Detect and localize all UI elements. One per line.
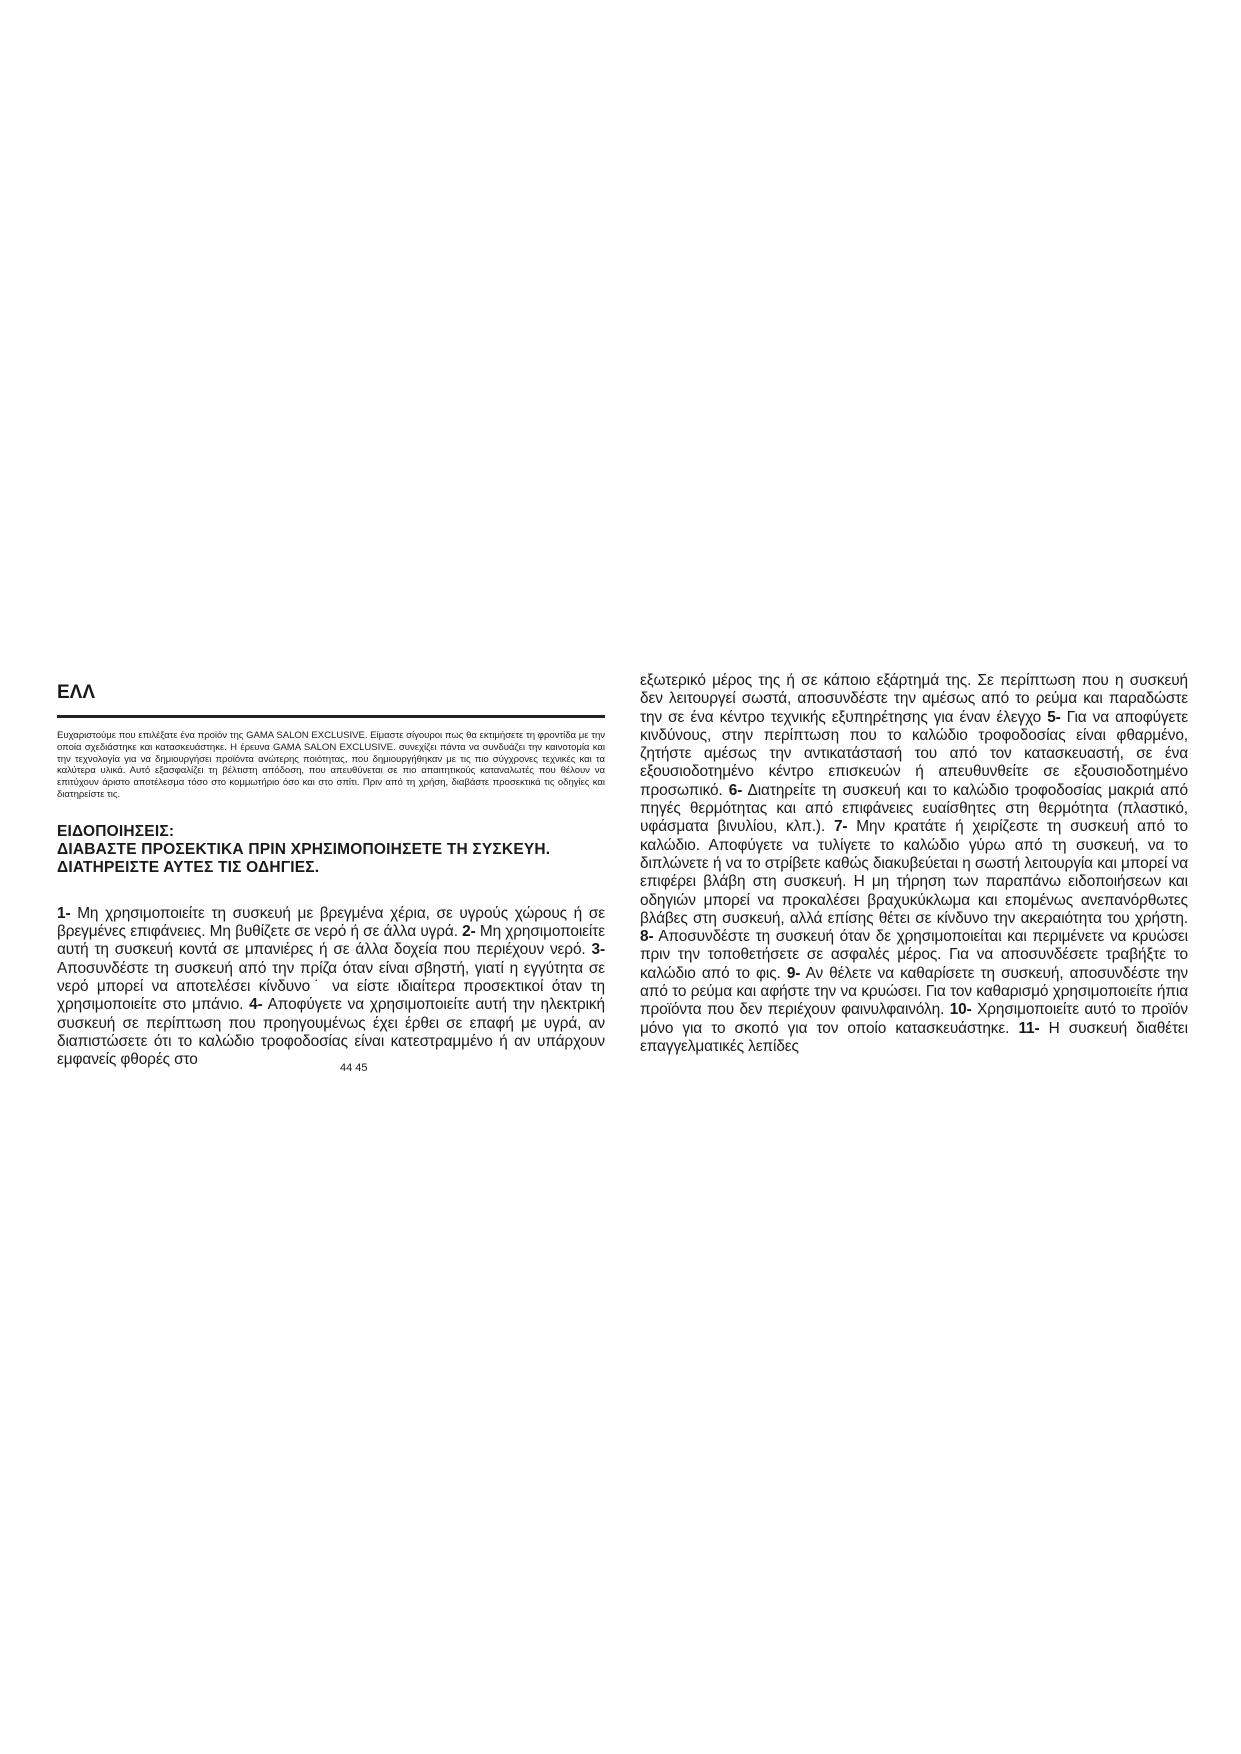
instructions-text-right	[640, 672, 1188, 1056]
item-text: Για να αποφύγετε κινδύνους, στην περίπτωση που το καλώδιο τροφοδοσίας είναι φθαρμένο, ζητήστε αμέσως την αντικατάστασή του από τον κατασκευαστή, σε ένα εξουσιοδοτημένο κέντρο επισκευών ή απευθυνθείτε σε εξουσιοδοτημένο προσωπικό.	[640, 708, 1188, 799]
item-text: Χρησιμοποιείτε αυτό το προϊόν μόνο για το σκοπό για τον οποίο κατασκευάστηκε.	[640, 1001, 1188, 1037]
item-text: Αποσυνδέστε τη συσκευή όταν δε χρησιμοποιείται και περιμένετε να κρυώσει πριν την τοποθετήσετε σε ασφαλές μέρος. Για να αποσυνδέσετε τραβήξτε το καλώδιο από το φις.	[640, 928, 1188, 982]
warnings-keep-line: ΔΙΑΤΗΡΕΙΣΤΕ ΑΥΤΕΣ ΤΙΣ ΟΔΗΓΙΕΣ.	[57, 858, 320, 876]
item-number: 6-	[728, 781, 743, 799]
language-heading: ΕΛΛ	[57, 682, 96, 703]
item-number: 2-	[462, 923, 476, 941]
intro-paragraph: Ευχαριστούμε που επιλέξατε ένα προϊόν της GAMA SALON EXCLUSIVE. Είμαστε σίγουροι πως θα εκτιμήσετε τη φροντίδα με την οποία σχεδιάστηκε και κατασκευάστηκε. Η έρευνα GAMA SALON EXCLUSIVE. συνεχίζει πάντα να συνδυάζει την καινοτομία και την τεχνολογία για να δημιουργήσει προϊόντα ανώτερης ποιότητας, που δημιουργήθηκαν με τις πιο σύγχρονες τεχνικές και τα καλύτερα υλικά. Αυτό εξασφαλίζει τη βέλτιστη απόδοση, που απευθύνεται σε πιο απαιτητικούς καταναλωτές που θέλουν να επιτύχουν άριστο αποτέλεσμα τόσο στο κομμωτήριο όσο και στο σπίτι. Πριν από τη χρήση, διαβάστε προσεκτικά τις οδηγίες και διατηρείστε τις.	[57, 730, 605, 800]
item-number: 1-	[57, 904, 71, 922]
item-number: 11-	[1018, 1019, 1040, 1037]
left-column	[57, 672, 605, 1069]
item-number: 9-	[786, 964, 801, 982]
instructions-text-left	[57, 905, 605, 1070]
item-text: Η συσκευή διαθέτει επαγγελματικές λεπίδες	[640, 1019, 1189, 1055]
item-text: Αποσυνδέστε τη συσκευή από την πρίζα όταν είναι σβηστή, γιατί η εγγύτητα σε νερό μπορεί να αποτελέσει κίνδυνο˙ να είστε ιδιαίτερα προσεκτικοί όταν τη χρησιμοποιείτε στο μπάνιο.	[57, 959, 605, 1014]
item-text: Μην κρατάτε ή χειρίζεστε τη συσκευή από το καλώδιο. Αποφύγετε να τυλίγετε το καλώδιο γύρω από τη συσκευή, να το διπλώνετε ή να το στρίβετε καθώς διακυβεύεται η σωστή λειτουργία και μπορεί να επιφέρει βλάβη στη συσκευή. Η μη τήρηση των παραπάνω ειδοποιήσεων και οδηγιών μπορεί να προκαλέσει βραχυκύκλωμα και επομένως ανεπανόρθωτες βλάβες στη συσκευή, αλλά επίσης θέτει σε κίνδυνο την ακεραιότητα του χρήστη.	[640, 818, 1188, 927]
item-text: Διατηρείτε τη συσκευή και το καλώδιο τροφοδοσίας μακριά από πηγές θερμότητας και από επιφάνειες ευαίσθητες στη θερμότητα (πλαστικό, υφάσματα βινυλίου, κλπ.).	[640, 781, 1188, 836]
right-column	[640, 672, 1188, 1056]
item-text: εξωτερικό μέρος της ή σε κάποιο εξάρτημά της. Σε περίπτωση που η συσκευή δεν λειτουργεί σωστά, αποσυνδέστε την αμέσως από το ρεύμα και παραδώστε την σε ένα κέντρο τεχνικής εξυπηρέτησης για έναν έλεγχο	[640, 672, 1188, 726]
item-text: Αν θέλετε να καθαρίσετε τη συσκευή, αποσυνδέστε την από το ρεύμα και αφήστε την να κρυώσει. Για τον καθαρισμό χρησιμοποιείτε ήπια προϊόντα που δεν περιέχουν φαινυλφαινόλη.	[640, 964, 1188, 1019]
item-number: 8-	[640, 928, 654, 946]
warnings-read-line: ΔΙΑΒΑΣΤΕ ΠΡΟΣΕΚΤΙΚΑ ΠΡΙΝ ΧΡΗΣΙΜΟΠΟΙΗΣΕΤΕ ΤΗ ΣΥΣΚΕΥΗ.	[57, 840, 551, 858]
warnings-title: ΕΙΔΟΠΟΙΗΣΕΙΣ:	[57, 822, 175, 840]
page-number: 44 45	[340, 1062, 368, 1074]
item-number: 7-	[833, 818, 848, 836]
item-text: Μη χρησιμοποιείτε αυτή τη συσκευή κοντά σε μπανιέρες ή σε άλλα δοχεία που περιέχουν νερό.	[57, 923, 605, 959]
item-text: Αποφύγετε να χρησιμοποιείτε αυτή την ηλεκτρική συσκευή σε περίπτωση που προηγουμένως έχει έρθει σε επαφή με υγρά, αν διαπιστώσετε ότι το καλώδιο τροφοδοσίας είναι κατεστραμμένο ή αν υπάρχουν εμφανείς φθορές στο	[57, 996, 605, 1069]
item-number: 5-	[1047, 708, 1061, 726]
item-number: 3-	[591, 941, 605, 959]
item-text: Μη χρησιμοποιείτε τη συσκευή με βρεγμένα χέρια, σε υγρούς χώρους ή σε βρεγμένες επιφάνειες. Μη βυθίζετε σε νερό ή σε άλλα υγρά.	[57, 904, 605, 941]
heading-rule	[57, 715, 605, 718]
item-number: 10-	[949, 1001, 972, 1019]
warnings-heading	[57, 823, 605, 877]
item-number: 4-	[249, 996, 263, 1014]
